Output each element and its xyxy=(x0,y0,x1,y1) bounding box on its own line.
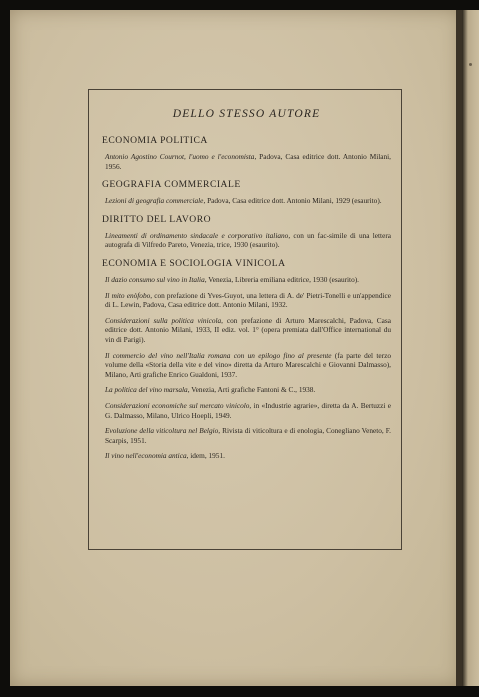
next-page-edge xyxy=(462,10,479,686)
entry-details: , con un fac-simile di una lettera autografa di Vilfredo Pareto, Venezia, trice, 1930 (esaurito). xyxy=(105,230,391,250)
entry-title: Lineamenti di ordinamento sindacale e corporativo italiano xyxy=(105,230,289,240)
entry-title: Il mito enòfobo xyxy=(105,290,151,300)
section-economia-politica xyxy=(102,135,391,171)
entry-title: Considerazioni economiche sul mercato vinicolo xyxy=(105,400,250,410)
entry-details: , in «Industrie agrarie», diretta da A. Bertuzzi e G. Dalmasso, Milano, Ulrico Hoepli, 1949. xyxy=(105,400,391,420)
entry-details: (fa parte del terzo volume della «Storia della vite e del vino» diretta da Arturo Marescalchi e Giovanni Dalmasso), Milano, Arti grafiche Enrico Gualdoni, 1937. xyxy=(105,350,391,379)
entry-title: Evoluzione della viticoltura nel Belgio xyxy=(105,426,219,436)
paper-spot xyxy=(469,63,472,66)
section-heading: DIRITTO DEL LAVORO xyxy=(102,213,212,225)
bibliography-entry xyxy=(105,275,391,285)
bibliography-entry xyxy=(105,426,391,445)
entry-details: , con prefazione di Yves-Guyot, una lettera di A. de' Pietri-Tonelli e un'appendice di L. Lewin, Padova, Casa editrice dott. Antonio Milani, 1932. xyxy=(105,290,391,310)
entry-details: , idem, 1951. xyxy=(186,451,225,461)
entry-title: Considerazioni sulla politica vinicola xyxy=(105,315,222,325)
entry-title: Il commercio del vino nell'Italia romana con un epilogo fino al presente xyxy=(105,350,332,360)
bibliography-entry xyxy=(105,152,391,171)
bibliography-entry xyxy=(105,316,391,345)
entry-details: , Venezia, Arti grafiche Fantoni & C., 1938. xyxy=(187,385,316,395)
section-heading: ECONOMIA E SOCIOLOGIA VINICOLA xyxy=(102,257,286,269)
entry-details: , Venezia, Libreria emiliana editrice, 1930 (esaurito). xyxy=(204,274,359,284)
entry-title: Lezioni di geografia commerciale xyxy=(105,196,204,206)
entry-details: , con prefazione di Arturo Marescalchi, Padova, Casa editrice dott. Antonio Milani, 1933, II ediz. vol. 1° (opera premiata dall'Office international du vin di Parigi). xyxy=(105,315,391,344)
section-heading: ECONOMIA POLITICA xyxy=(102,135,208,146)
bibliography-entry xyxy=(105,196,391,206)
section-economia-sociologia-vinicola xyxy=(102,258,391,461)
bibliography-frame xyxy=(88,89,402,550)
entry-title: Antonio Agostino Cournot, l'uomo e l'economista xyxy=(105,152,255,161)
page-title: DELLO STESSO AUTORE xyxy=(172,108,321,120)
bibliography-entry xyxy=(105,231,391,250)
bibliography-entry xyxy=(105,291,391,310)
entry-title: La politica del vino marsala xyxy=(105,385,188,395)
entry-details: , Rivista di viticoltura e di enologia, Conegliano Veneto, F. Scarpis, 1951. xyxy=(105,426,391,445)
entry-details: , Padova, Casa editrice dott. Antonio Milani, 1956. xyxy=(105,152,391,171)
entry-details: , Padova, Casa editrice dott. Antonio Milani, 1929 (esaurito). xyxy=(203,196,382,206)
section-heading: GEOGRAFIA COMMERCIALE xyxy=(102,179,241,191)
entry-title: Il vino nell'economia antica xyxy=(105,451,187,461)
section-geografia-commerciale xyxy=(102,179,391,206)
bibliography-entry xyxy=(105,451,391,461)
section-diritto-del-lavoro xyxy=(102,214,391,250)
bibliography-entry xyxy=(105,401,391,420)
entry-title: Il dazio consumo sul vino in Italia xyxy=(105,274,205,284)
bibliography-entry xyxy=(105,351,391,380)
bibliography-entry xyxy=(105,385,391,395)
